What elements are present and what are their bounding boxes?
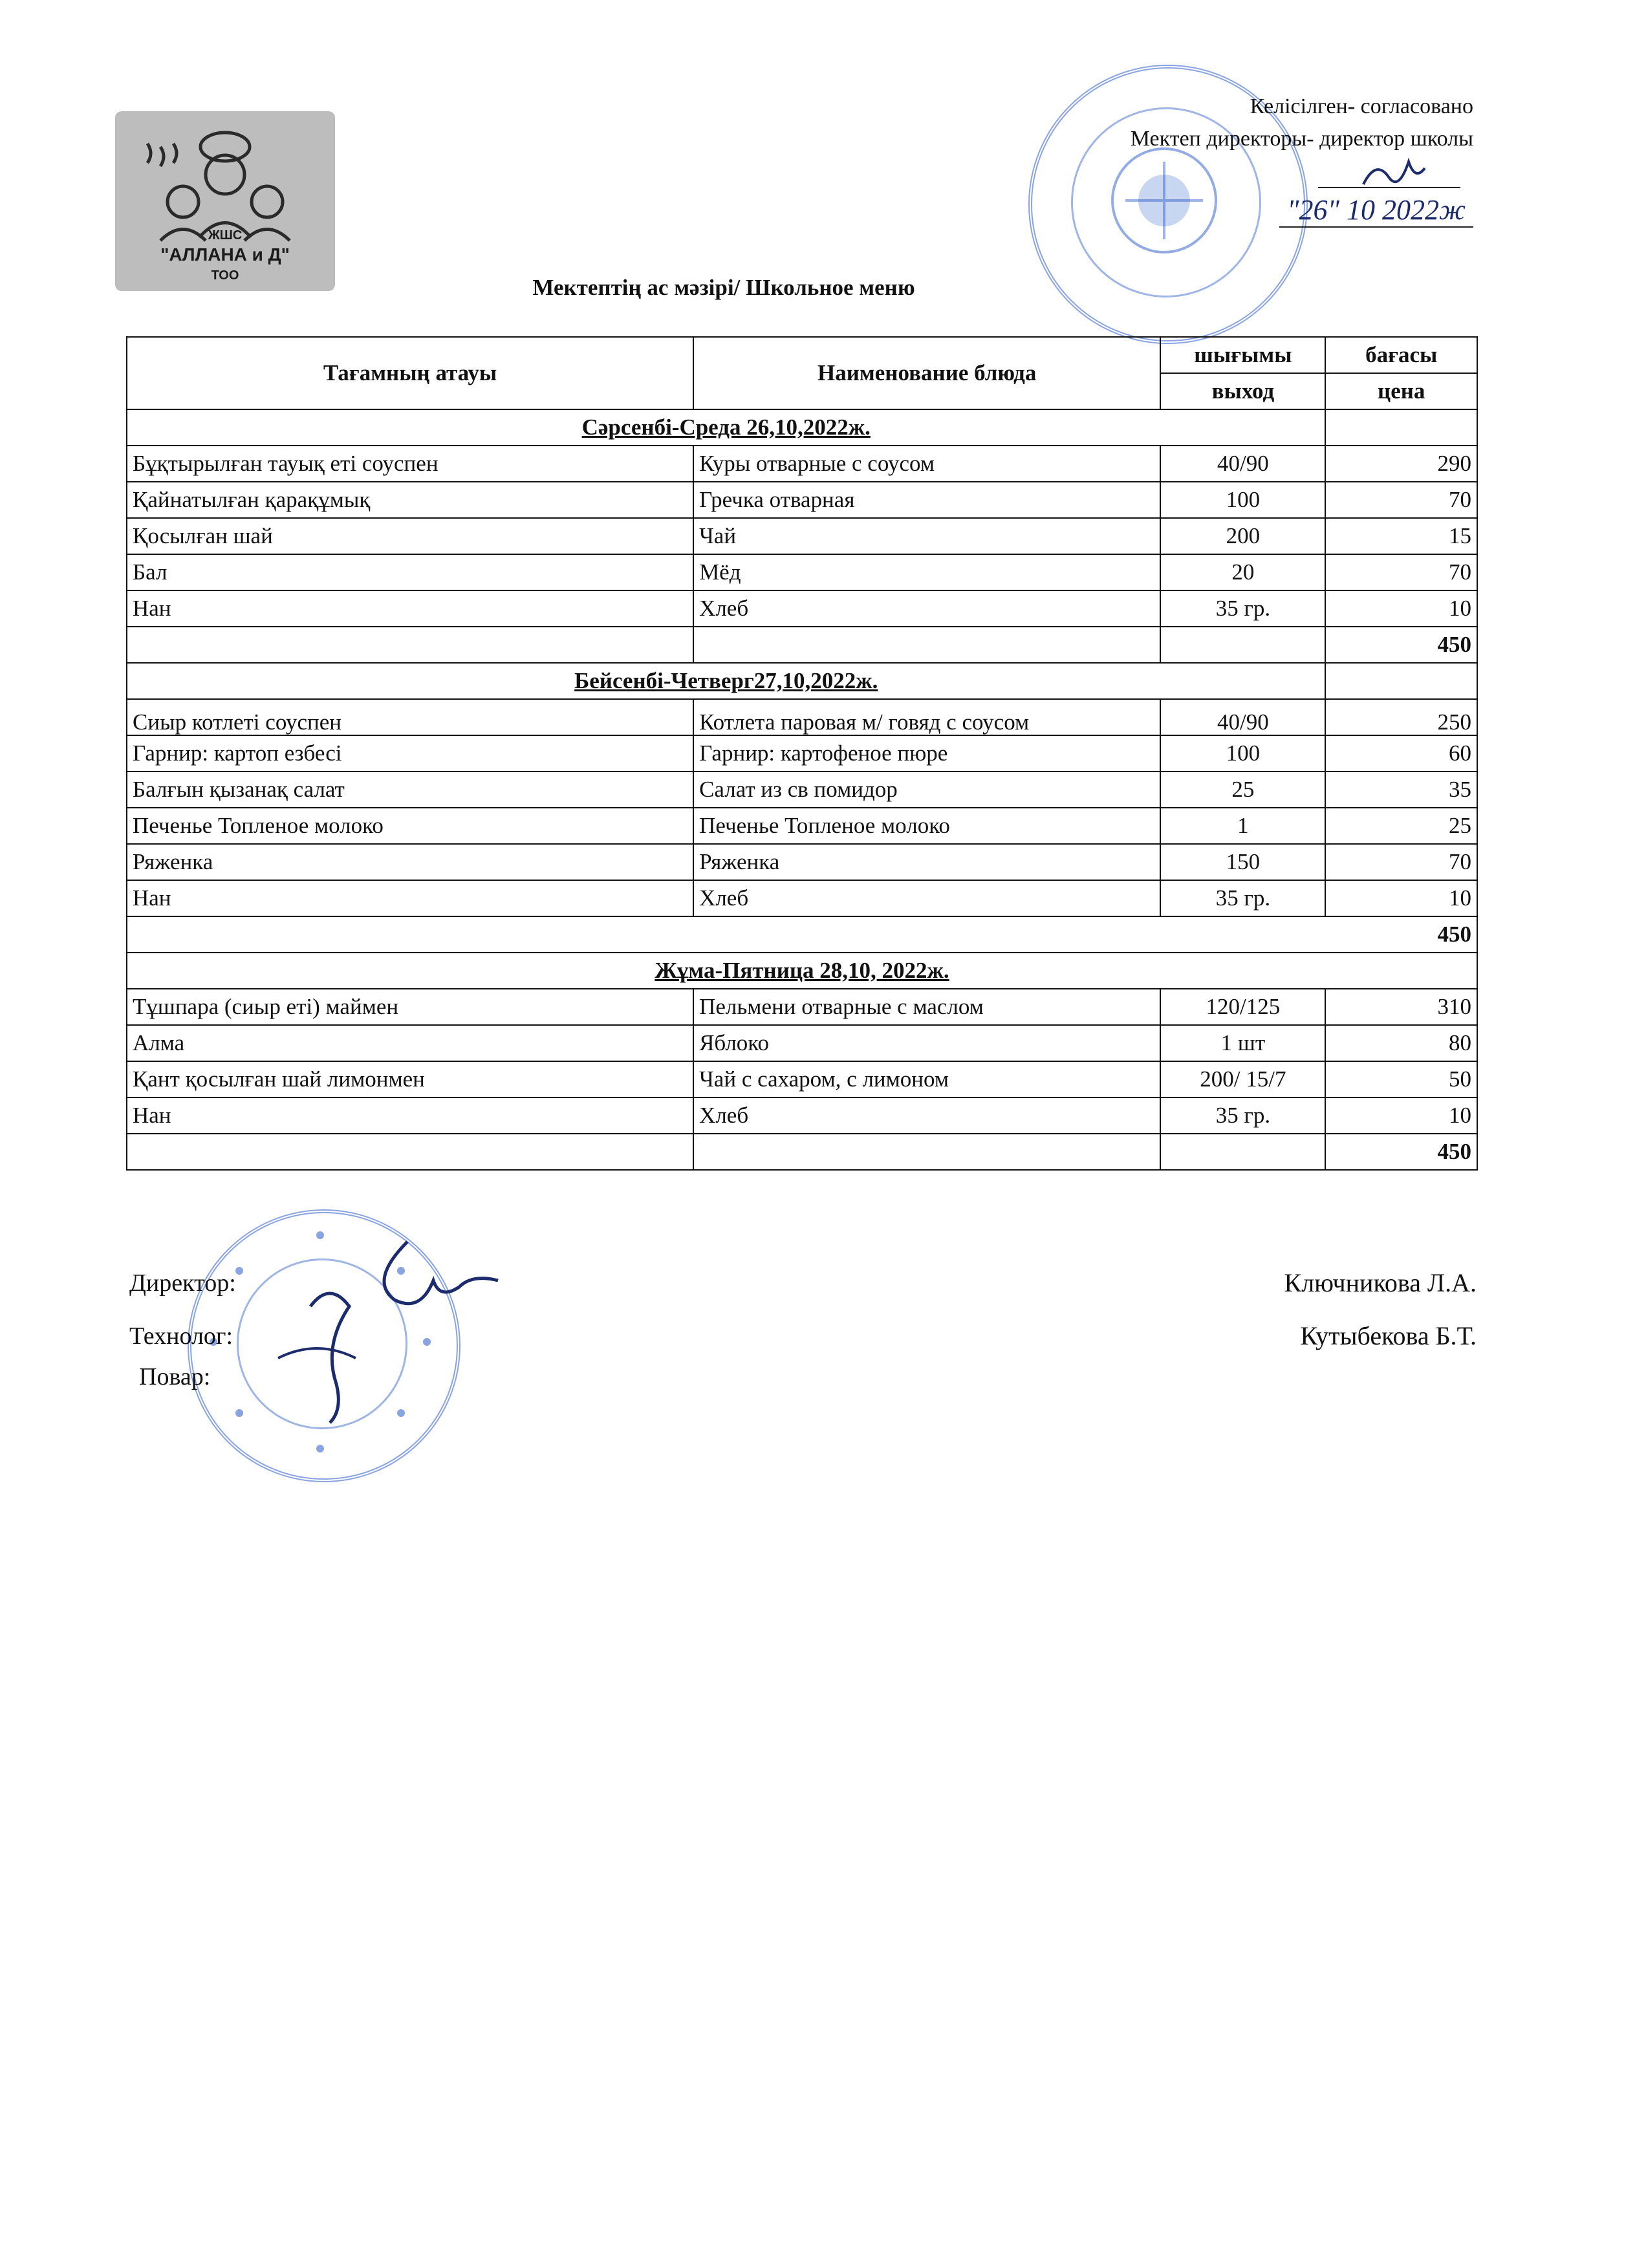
table-row: [127, 1061, 1477, 1097]
signature-icon: [1305, 155, 1473, 194]
cell-out: 40/90: [1160, 699, 1325, 735]
cell-out: 35 гр.: [1160, 590, 1325, 627]
cell-ru: Хлеб: [693, 880, 1160, 916]
table-row: [127, 880, 1477, 916]
total-row: [127, 1134, 1477, 1170]
cell-price: 70: [1325, 554, 1477, 590]
cell-ru: Гречка отварная: [693, 482, 1160, 518]
logo-line-2: "АЛЛАНА и Д": [160, 244, 290, 265]
day-title: Жұма-Пятница 28,10, 2022ж.: [127, 953, 1477, 989]
cell-kz: Қосылған шай: [127, 518, 693, 554]
cell-price: 10: [1325, 880, 1477, 916]
cell-out: 200/ 15/7: [1160, 1061, 1325, 1097]
approval-date: "26" 10 2022ж: [1279, 194, 1473, 228]
cell-ru: Пельмени отварные с маслом: [693, 989, 1160, 1025]
table-row: [127, 482, 1477, 518]
total-value: 450: [1325, 627, 1477, 663]
cell-price: 15: [1325, 518, 1477, 554]
approval-agreed: Келісілген- согласовано: [1250, 94, 1473, 118]
table-row: [127, 989, 1477, 1025]
cell-out: 100: [1160, 482, 1325, 518]
cell-out: 1 шт: [1160, 1025, 1325, 1061]
cell-out: 1: [1160, 808, 1325, 844]
cell-price: 60: [1325, 735, 1477, 772]
day-row: [127, 409, 1477, 446]
cell-kz: Сиыр котлеті соуспен: [127, 699, 693, 735]
cell-price: 35: [1325, 772, 1477, 808]
table-row: [127, 1025, 1477, 1061]
total-row: [127, 916, 1477, 953]
header-kz: Тағамның атауы: [127, 337, 693, 409]
cell-price: 250: [1325, 699, 1477, 735]
cell-ru: Салат из св помидор: [693, 772, 1160, 808]
cell-kz: Нан: [127, 1097, 693, 1134]
cell-kz: Алма: [127, 1025, 693, 1061]
approval-block: [1131, 91, 1473, 229]
table-row: [127, 1097, 1477, 1134]
cell-kz: Қайнатылған қарақұмық: [127, 482, 693, 518]
technologist-name: Кутыбекова Б.Т.: [1300, 1321, 1477, 1350]
cell-price: 70: [1325, 482, 1477, 518]
table-row: [127, 844, 1477, 880]
menu-table: [126, 336, 1478, 1171]
cell-price: 310: [1325, 989, 1477, 1025]
cell-kz: Нан: [127, 880, 693, 916]
cell-kz: Ряженка: [127, 844, 693, 880]
cell-ru: Печенье Топленое молоко: [693, 808, 1160, 844]
director-signature-icon: [259, 1229, 530, 1436]
table-row: [127, 554, 1477, 590]
cell-ru: Яблоко: [693, 1025, 1160, 1061]
cook-label: Повар:: [139, 1363, 211, 1390]
cell-out: 20: [1160, 554, 1325, 590]
header-out-ru: выход: [1160, 373, 1325, 409]
cell-ru: Куры отварные с соусом: [693, 446, 1160, 482]
day-row: [127, 663, 1477, 699]
cell-kz: Қант қосылған шай лимонмен: [127, 1061, 693, 1097]
cell-price: 10: [1325, 590, 1477, 627]
approval-signature-line: [1131, 155, 1473, 194]
cell-out: 25: [1160, 772, 1325, 808]
table-row: [127, 446, 1477, 482]
table-row: [127, 772, 1477, 808]
table-row: [127, 808, 1477, 844]
cell-out: 120/125: [1160, 989, 1325, 1025]
header-price-ru: цена: [1325, 373, 1477, 409]
director-name: Ключникова Л.А.: [1284, 1268, 1477, 1297]
cell-price: 290: [1325, 446, 1477, 482]
header-out-kz: шығымы: [1160, 337, 1325, 373]
cell-out: 200: [1160, 518, 1325, 554]
approval-director: Мектеп директоры- директор школы: [1130, 127, 1473, 151]
company-logo: [115, 111, 335, 291]
cell-ru: Мёд: [693, 554, 1160, 590]
logo-line-1: ЖШС: [208, 228, 243, 243]
cell-ru: Ряженка: [693, 844, 1160, 880]
cell-kz: Печенье Топленое молоко: [127, 808, 693, 844]
cell-kz: Бал: [127, 554, 693, 590]
day-title: Бейсенбі-Четверг27,10,2022ж.: [127, 663, 1325, 699]
cell-out: 40/90: [1160, 446, 1325, 482]
cell-ru: Чай с сахаром, с лимоном: [693, 1061, 1160, 1097]
cell-out: 35 гр.: [1160, 1097, 1325, 1134]
day-title: Сәрсенбі-Среда 26,10,2022ж.: [127, 409, 1325, 446]
table-row: [127, 735, 1477, 772]
menu-title: Мектептің ас мәзірі/ Школьное меню: [532, 275, 915, 300]
logo-line-3: ТОО: [211, 268, 239, 283]
day-row: [127, 953, 1477, 989]
table-row: [127, 518, 1477, 554]
cell-out: 35 гр.: [1160, 880, 1325, 916]
cell-price: 10: [1325, 1097, 1477, 1134]
total-value: 450: [1325, 1134, 1477, 1170]
cell-price: 50: [1325, 1061, 1477, 1097]
cell-out: 150: [1160, 844, 1325, 880]
cell-ru: Чай: [693, 518, 1160, 554]
cell-ru: Гарнир: картофеное пюре: [693, 735, 1160, 772]
cell-kz: Нан: [127, 590, 693, 627]
header-ru: Наименование блюда: [693, 337, 1160, 409]
cell-kz: Гарнир: картоп езбесі: [127, 735, 693, 772]
cell-kz: Бұқтырылған тауық еті соуспен: [127, 446, 693, 482]
cell-kz: Тұшпара (сиыр еті) маймен: [127, 989, 693, 1025]
cell-price: 70: [1325, 844, 1477, 880]
cell-out: 100: [1160, 735, 1325, 772]
technologist-label: Технолог:: [129, 1323, 233, 1350]
total-row: [127, 627, 1477, 663]
cell-ru: Хлеб: [693, 590, 1160, 627]
cell-kz: Балғын қызанақ салат: [127, 772, 693, 808]
cell-ru: Котлета паровая м/ говяд с соусом: [693, 699, 1160, 735]
total-value: 450: [127, 916, 1477, 953]
director-label: Директор:: [129, 1269, 236, 1297]
header-price-kz: бағасы: [1325, 337, 1477, 373]
table-row: [127, 590, 1477, 627]
cell-price: 80: [1325, 1025, 1477, 1061]
cell-price: 25: [1325, 808, 1477, 844]
table-row: [127, 699, 1477, 735]
cell-ru: Хлеб: [693, 1097, 1160, 1134]
